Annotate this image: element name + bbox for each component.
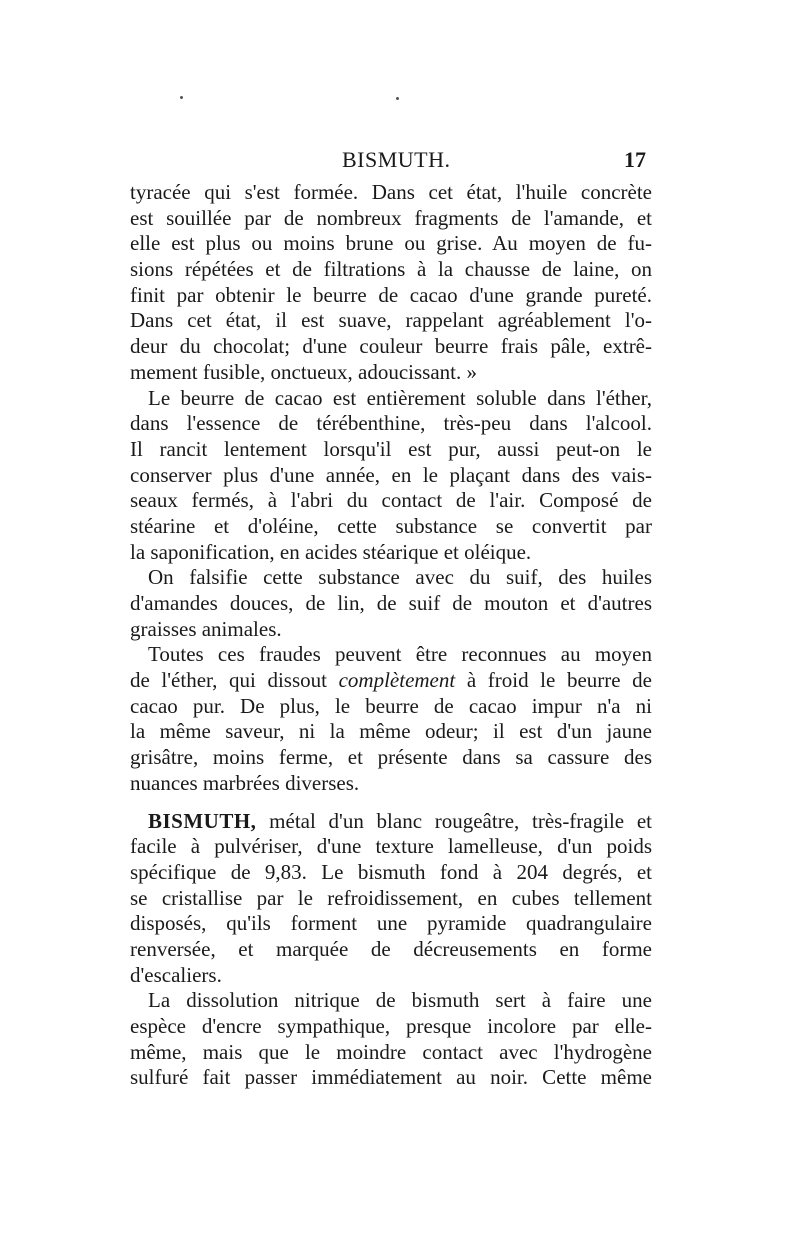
running-head: BISMUTH. xyxy=(342,147,451,172)
text-line: d'amandes douces, de lin, de suif de mouton et d'autres xyxy=(130,591,652,615)
text-line: elle est plus ou moins brune ou grise. Au moyen de fu- xyxy=(130,231,652,256)
entry-gap xyxy=(130,797,652,809)
text-line: tyracée qui s'est formée. Dans cet état, l'huile concrète xyxy=(130,180,652,204)
text-line: spécifique de 9,83. Le bismuth fond à 204 degrés, et xyxy=(130,859,652,884)
emphasized-word: complètement xyxy=(338,668,456,693)
text-line: Le beurre de cacao est entièrement soluble dans l'éther, xyxy=(148,385,652,410)
text-segment: à froid le beurre de xyxy=(455,668,652,693)
text-line: mement fusible, onctueux, adoucissant. » xyxy=(130,359,478,384)
text-line xyxy=(130,668,652,694)
text-line: cacao pur. De plus, le beurre de cacao impur n'a ni xyxy=(130,693,652,718)
text-line: d'escaliers. xyxy=(130,962,222,987)
text-line: deur du chocolat; d'une couleur beurre frais pâle, extrê- xyxy=(130,334,652,359)
page-number: 17 xyxy=(624,147,646,172)
text-line: est souillée par de nombreux fragments de l'amande, et xyxy=(130,205,652,230)
text-segment: métal d'un blanc rougeâtre, très-fragile et xyxy=(256,808,652,833)
text-line: Dans cet état, il est suave, rappelant agréablement l'o- xyxy=(130,308,652,333)
text-line: renversée, et marquée de décreusements en forme xyxy=(130,936,652,961)
ink-speck xyxy=(396,97,399,100)
text-line: même, mais que le moindre contact avec l'hydrogène xyxy=(130,1039,652,1064)
text-line: La dissolution nitrique de bismuth sert à faire une xyxy=(148,988,652,1013)
ink-speck xyxy=(180,96,183,99)
text-line: On falsifie cette substance avec du suif, des huiles xyxy=(148,565,652,590)
text-line: la même saveur, ni la même odeur; il est d'un jaune xyxy=(130,719,652,744)
text-line: grisâtre, moins ferme, et présente dans sa cassure des xyxy=(130,745,652,770)
text-line: sions répétées et de filtrations à la chausse de laine, on xyxy=(130,257,652,282)
entry-term: BISMUTH, xyxy=(148,808,257,833)
text-line: la saponification, en acides stéarique et oléique. xyxy=(130,539,532,564)
text-line: se cristallise par le refroidissement, en cubes tellement xyxy=(130,885,652,910)
text-line: Toutes ces fraudes peuvent être reconnues au moyen xyxy=(148,642,652,667)
text-line: finit par obtenir le beurre de cacao d'une grande pureté. xyxy=(130,282,652,307)
text-line: conserver plus d'une année, en le plaçant dans des vais- xyxy=(130,462,652,487)
page-header xyxy=(130,147,650,175)
text-line: espèce d'encre sympathique, presque incolore par elle- xyxy=(130,1014,652,1038)
body-text xyxy=(130,180,652,1091)
text-line: facile à pulvériser, d'une texture lamelleuse, d'un poids xyxy=(130,834,652,859)
text-line: graisses animales. xyxy=(130,616,282,641)
text-line: nuances marbrées diverses. xyxy=(130,770,360,795)
text-line: disposés, qu'ils forment une pyramide quadrangulaire xyxy=(130,911,652,936)
text-line: stéarine et d'oléine, cette substance se convertit par xyxy=(130,513,652,538)
text-line: Il rancit lentement lorsqu'il est pur, aussi peut-on le xyxy=(130,436,652,461)
text-line: dans l'essence de térébenthine, très-peu dans l'alcool. xyxy=(130,411,652,436)
text-line: seaux fermés, à l'abri du contact de l'air. Composé de xyxy=(130,488,652,513)
text-line xyxy=(130,809,652,835)
text-line: sulfuré fait passer immédiatement au noir. Cette même xyxy=(130,1065,652,1090)
text-segment: de l'éther, qui dissout xyxy=(130,668,339,693)
